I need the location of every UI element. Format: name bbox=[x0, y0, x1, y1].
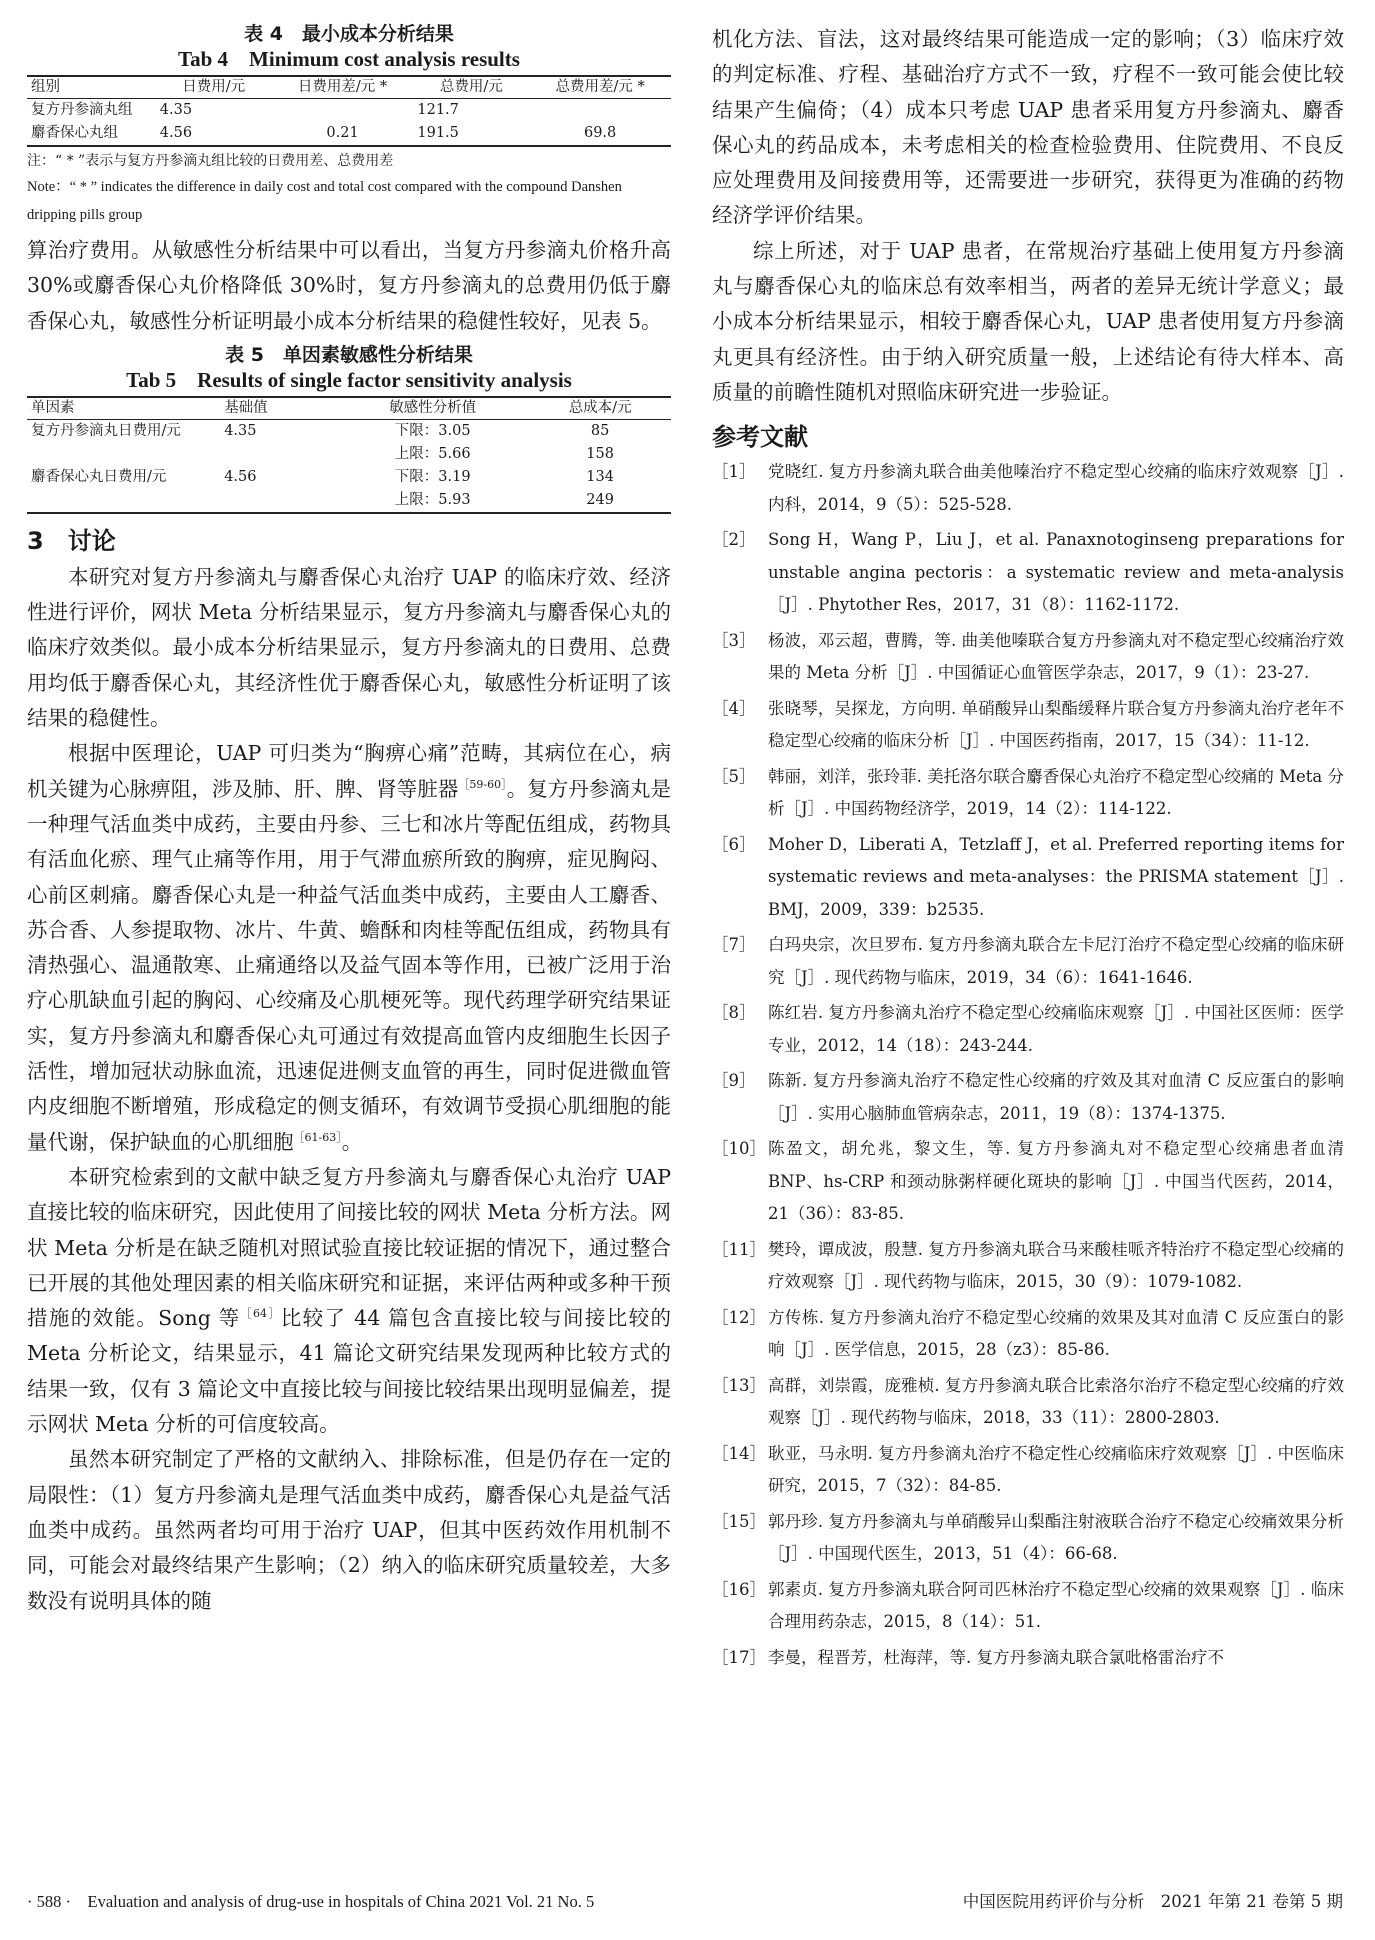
reference-item bbox=[712, 761, 1344, 826]
reference-item bbox=[712, 1506, 1344, 1571]
reference-text: 陈盈文，胡允兆，黎文生，等. 复方丹参滴丸对不稳定型心绞痛患者血清 BNP、hs-CRP 和颈动脉粥样硬化斑块的影响［J］. 中国当代医药，2014，21（36）：83-85. bbox=[768, 1139, 1344, 1224]
table5-header-row bbox=[27, 397, 671, 420]
table5-caption-en: Tab 5 Results of single factor sensitivity analysis bbox=[126, 367, 572, 392]
table-header: 敏感性分析值 bbox=[336, 397, 529, 420]
reference-number: ［3］ bbox=[712, 630, 756, 650]
reference-item bbox=[712, 1438, 1344, 1503]
table-header: 基础值 bbox=[220, 397, 336, 420]
references-heading: 参考文献 bbox=[712, 423, 808, 452]
reference-number: ［12］ bbox=[712, 1307, 766, 1327]
reference-item bbox=[712, 997, 1344, 1062]
reference-number: ［8］ bbox=[712, 1003, 756, 1023]
reference-text: 白玛央宗，次旦罗布. 复方丹参滴丸联合左卡尼汀治疗不稳定型心绞痛的临床研究［J］. 现代药物与临床，2019，34（6）：1641-1646. bbox=[768, 935, 1344, 987]
reference-item bbox=[712, 524, 1344, 622]
table-cell: 191.5 bbox=[413, 122, 529, 146]
table-header: 组别 bbox=[27, 76, 156, 99]
text-run: 根据中医理论，UAP 可归类为“胸痹心痛”范畴，其病位在心，病机关键为心脉痹阻，涉及肺、肝、脾、肾等脏器 bbox=[27, 741, 671, 801]
reference-text: 高群，刘崇霞，庞雅桢. 复方丹参滴丸联合比索洛尔治疗不稳定型心绞痛的疗效观察［J］. 现代药物与临床，2018，33（11）：2800-2803. bbox=[768, 1375, 1344, 1428]
table-row bbox=[27, 489, 671, 513]
table-row bbox=[27, 466, 671, 489]
table-cell: 85 bbox=[590, 422, 610, 439]
reference-item bbox=[712, 1065, 1344, 1130]
right-column bbox=[712, 22, 1344, 1677]
reference-number: ［2］ bbox=[712, 530, 756, 550]
table-cell: 4.35 bbox=[224, 422, 257, 439]
discussion-paragraph-4-continued: 机化方法、盲法，这对最终结果可能造成一定的影响；（3）临床疗效的判定标准、疗程、基础治疗方式不一致，疗程不一致可能会使比较结果产生偏倚；（4）成本只考虑 UAP 患者采用复方丹参滴丸、麝香保心丸的药品成本，未考虑相关的检查检验费用、住院费用、不良反应处理费用及间接费用等，还需要进一步研究，获得更为准确的药物经济学评价结果。 bbox=[712, 27, 1344, 228]
reference-text: 李曼，程晋芳，杜海萍，等. 复方丹参滴丸联合氯吡格雷治疗不 bbox=[768, 1647, 1224, 1667]
table-cell: 下限：3.05 bbox=[394, 422, 471, 439]
reference-text: Song H，Wang P，Liu J，et al. Panaxnotoginseng preparations for unstable angina pectoris：a systematic review and meta-analysis［J］. Phytother Res，2017，31（8）：1162-1172. bbox=[768, 530, 1344, 615]
table-cell: 下限：3.19 bbox=[394, 468, 471, 485]
reference-item bbox=[712, 1234, 1344, 1299]
table-cell: 麝香保心丸日费用/元 bbox=[31, 468, 167, 485]
table4 bbox=[27, 75, 671, 147]
table-header: 总费用/元 bbox=[413, 76, 529, 99]
reference-text: 党晓红. 复方丹参滴丸联合曲美他嗪治疗不稳定型心绞痛的临床疗效观察［J］. 内科，2014，9（5）：525-528. bbox=[768, 462, 1344, 514]
reference-number: ［17］ bbox=[712, 1647, 766, 1667]
reference-item bbox=[712, 1370, 1344, 1435]
table4-note-cn: 注：“ * ”表示与复方丹参滴丸组比较的日费用差、总费用差 bbox=[27, 153, 394, 169]
reference-item bbox=[712, 1574, 1344, 1639]
table-cell: 4.35 bbox=[159, 102, 193, 118]
reference-text: 杨波，邓云超，曹腾，等. 曲美他嗪联合复方丹参滴丸对不稳定型心绞痛治疗效果的 Meta 分析［J］. 中国循证心血管医学杂志，2017，9（1）：23-27. bbox=[768, 630, 1344, 683]
table-cell: 上限：5.93 bbox=[336, 489, 529, 513]
text-run: 。复方丹参滴丸是一种理气活血类中成药，主要由丹参、三七和冰片等配伍组成，药物具有活血化瘀、理气止痛等作用，用于气滞血瘀所致的胸痹，症见胸闷、心前区刺痛。麝香保心丸是一种益气活血类中成药，主要由人工麝香、苏合香、人参提取物、冰片、牛黄、蟾酥和肉桂等配伍组成，药物具有清热强心、温通散寒、止痛通络以及益气固本等作用，已被广泛用于治疗心肌缺血引起的胸闷、心绞痛及心肌梗死等。现代药理学研究结果证实，复方丹参滴丸和麝香保心丸可通过有效提高血管内皮细胞生长因子活性，增加冠状动脉血流，迅速促进侧支血管的再生，同时促进微血管内皮细胞不断增殖，形成稳定的侧支循环，有效调节受损心肌细胞的能量代谢，保护缺血的心肌细胞 bbox=[27, 776, 672, 1154]
table-header: 日费用/元 bbox=[156, 76, 272, 99]
sensitivity-paragraph: 算治疗费用。从敏感性分析结果中可以看出，当复方丹参滴丸价格升高 30%或麝香保心丸价格降低 30%时，复方丹参滴丸的总费用仍低于麝香保心丸，敏感性分析证明最小成本分析结果的稳健性较好，见表 5。 bbox=[27, 238, 671, 333]
reference-number: ［10］ bbox=[712, 1139, 766, 1159]
table-header: 总成本/元 bbox=[529, 397, 671, 420]
reference-text: Moher D，Liberati A，Tetzlaff J，et al. Preferred reporting items for systematic reviews and meta-analyses：the PRISMA statement［J］. BMJ，2009，339：b2535. bbox=[768, 834, 1344, 919]
table-row bbox=[27, 122, 671, 146]
table4-note-en: Note：“ * ” indicates the difference in daily cost and total cost compared with the compound Danshen dripping pills group bbox=[27, 179, 622, 223]
table5-caption-cn: 表 5 单因素敏感性分析结果 bbox=[225, 343, 473, 366]
reference-item bbox=[712, 625, 1344, 690]
table5 bbox=[27, 396, 671, 514]
table-cell: 249 bbox=[529, 489, 671, 513]
citation: ［61-63］ bbox=[293, 1130, 342, 1144]
table4-header-row bbox=[27, 76, 671, 99]
reference-number: ［13］ bbox=[712, 1375, 766, 1395]
table-cell bbox=[272, 99, 414, 123]
table-cell: 158 bbox=[586, 445, 614, 462]
table-cell: 4.56 bbox=[156, 122, 272, 146]
reference-text: 韩丽，刘洋，张玲菲. 美托洛尔联合麝香保心丸治疗不稳定型心绞痛的 Meta 分析［J］. 中国药物经济学，2019，14（2）：114-122. bbox=[768, 766, 1344, 819]
reference-number: ［16］ bbox=[712, 1579, 766, 1599]
reference-number: ［14］ bbox=[712, 1443, 766, 1463]
reference-text: 陈新. 复方丹参滴丸治疗不稳定性心绞痛的疗效及其对血清 C 反应蛋白的影响［J］. 实用心脑肺血管病杂志，2011，19（8）：1374-1375. bbox=[768, 1071, 1344, 1123]
text-run: 比较了 44 篇包含直接比较与间接比较的 Meta 分析论文，结果显示，41 篇论文研究结果发现两种比较方式的结果一致，仅有 3 篇论文中直接比较与间接比较结果出现明显偏差，提示网状 Meta 分析的可信度较高。 bbox=[27, 1306, 671, 1437]
reference-item bbox=[712, 929, 1344, 994]
reference-number: ［4］ bbox=[712, 698, 756, 718]
table-cell bbox=[27, 443, 220, 466]
table5-block bbox=[27, 343, 671, 514]
reference-text: 郭素贞. 复方丹参滴丸联合阿司匹林治疗不稳定型心绞痛的效果观察［J］. 临床合理用药杂志，2015，8（14）：51. bbox=[768, 1579, 1344, 1632]
reference-text: 方传栋. 复方丹参滴丸治疗不稳定型心绞痛的效果及其对血清 C 反应蛋白的影响［J］. 医学信息，2015，28（z3）：85-86. bbox=[768, 1307, 1344, 1360]
reference-item bbox=[712, 693, 1344, 758]
footer-journal-cn: 中国医院用药评价与分析 2021 年第 21 卷第 5 期 bbox=[962, 1892, 1343, 1911]
table-cell: 复方丹参滴丸日费用/元 bbox=[31, 422, 181, 439]
table-row bbox=[27, 99, 671, 123]
citation: ［59-60］ bbox=[458, 777, 507, 791]
table-cell bbox=[27, 489, 220, 513]
table-header: 总费用差/元 * bbox=[529, 76, 671, 99]
reference-number: ［6］ bbox=[712, 834, 756, 854]
left-column bbox=[27, 22, 671, 1619]
table-cell: 复方丹参滴丸组 bbox=[31, 102, 133, 118]
discussion-paragraph-5: 综上所述，对于 UAP 患者，在常规治疗基础上使用复方丹参滴丸与麝香保心丸的临床总有效率相当，两者的差异无统计学意义；最小成本分析结果显示，相较于麝香保心丸，UAP 患者使用复方丹参滴丸更具有经济性。由于纳入研究质量一般，上述结论有待大样本、高质量的前瞻性随机对照临床研究进一步验证。 bbox=[712, 238, 1344, 404]
reference-item bbox=[712, 1302, 1344, 1367]
reference-text: 樊玲，谭成波，殷慧. 复方丹参滴丸联合马来酸桂哌齐特治疗不稳定型心绞痛的疗效观察［J］. 现代药物与临床，2015，30（9）：1079-1082. bbox=[768, 1239, 1344, 1292]
discussion-paragraph-1: 本研究对复方丹参滴丸与麝香保心丸治疗 UAP 的临床疗效、经济性进行评价，网状 Meta 分析结果显示，复方丹参滴丸与麝香保心丸的临床疗效类似。最小成本分析结果显示，复方丹参滴丸的日费用、总费用均低于麝香保心丸，其经济性优于麝香保心丸，敏感性分析证明了该结果的稳健性。 bbox=[27, 564, 671, 731]
reference-item bbox=[712, 829, 1344, 927]
reference-text: 耿亚，马永明. 复方丹参滴丸治疗不稳定性心绞痛临床疗效观察［J］. 中医临床研究，2015，7（32）：84-85. bbox=[768, 1443, 1344, 1496]
table-cell: 121.7 bbox=[417, 102, 459, 118]
reference-text: 张晓琴，吴探龙，方向明. 单硝酸异山梨酯缓释片联合复方丹参滴丸治疗老年不稳定型心绞痛的临床分析［J］. 中国医药指南，2017，15（34）：11-12. bbox=[768, 698, 1344, 751]
reference-number: ［7］ bbox=[712, 935, 756, 955]
reference-number: ［1］ bbox=[712, 462, 756, 482]
table-row bbox=[27, 419, 671, 443]
reference-text: 陈红岩. 复方丹参滴丸治疗不稳定型心绞痛临床观察［J］. 中国社区医师：医学专业，2012，14（18）：243-244. bbox=[768, 1003, 1344, 1055]
table-header: 日费用差/元 * bbox=[272, 76, 414, 99]
discussion-paragraph-2 bbox=[27, 736, 671, 1160]
table4-caption-en: Tab 4 Minimum cost analysis results bbox=[178, 47, 520, 71]
footer-journal-en: · 588 · Evaluation and analysis of drug-use in hospitals of China 2021 Vol. 21 No. 5 bbox=[27, 1892, 595, 1911]
reference-number: ［15］ bbox=[712, 1511, 766, 1531]
table-cell: 上限：5.66 bbox=[394, 445, 471, 462]
table-cell bbox=[220, 489, 336, 513]
reference-list bbox=[712, 456, 1344, 1674]
reference-item bbox=[712, 1642, 1344, 1675]
table-cell: 69.8 bbox=[529, 122, 671, 146]
discussion-paragraph-3 bbox=[27, 1160, 671, 1442]
reference-number: ［11］ bbox=[712, 1239, 766, 1259]
reference-item bbox=[712, 456, 1344, 521]
table-cell: 麝香保心丸组 bbox=[27, 122, 156, 146]
table-cell: 134 bbox=[586, 468, 614, 485]
table-cell: 4.56 bbox=[224, 468, 257, 485]
citation: ［64］ bbox=[240, 1307, 281, 1321]
reference-item bbox=[712, 1133, 1344, 1231]
table-cell bbox=[529, 99, 671, 123]
table4-caption-cn: 表 4 最小成本分析结果 bbox=[244, 23, 454, 45]
table4-block bbox=[27, 22, 671, 229]
table-header: 单因素 bbox=[27, 397, 220, 420]
reference-text: 郭丹珍. 复方丹参滴丸与单硝酸异山梨酯注射液联合治疗不稳定心绞痛效果分析［J］. 中国现代医生，2013，51（4）：66-68. bbox=[768, 1511, 1344, 1564]
table-cell bbox=[220, 443, 336, 466]
table-row bbox=[27, 443, 671, 466]
discussion-paragraph-4: 虽然本研究制定了严格的文献纳入、排除标准，但是仍存在一定的局限性：（1）复方丹参滴丸是理气活血类中成药，麝香保心丸是益气活血类中成药。虽然两者均可用于治疗 UAP，但其中医药效作用机制不同，可能会对最终结果产生影响；（2）纳入的临床研究质量较差，大多数没有说明具体的随 bbox=[27, 1447, 671, 1613]
text-run: 本研究检索到的文献中缺乏复方丹参滴丸与麝香保心丸治疗 UAP 直接比较的临床研究，因此使用了间接比较的网状 Meta 分析方法。网状 Meta 分析是在缺乏随机对照试验直接比较证据的情况下，通过整合已开展的其他处理因素的相关临床研究和证据，来评估两种或多种干预措施的效能。Song 等 bbox=[27, 1164, 671, 1331]
reference-number: ［9］ bbox=[712, 1071, 756, 1091]
table-cell: 0.21 bbox=[272, 122, 414, 146]
reference-number: ［5］ bbox=[712, 766, 756, 786]
text-run: 。 bbox=[341, 1129, 363, 1154]
section-heading-discussion: 3 讨论 bbox=[27, 526, 116, 555]
